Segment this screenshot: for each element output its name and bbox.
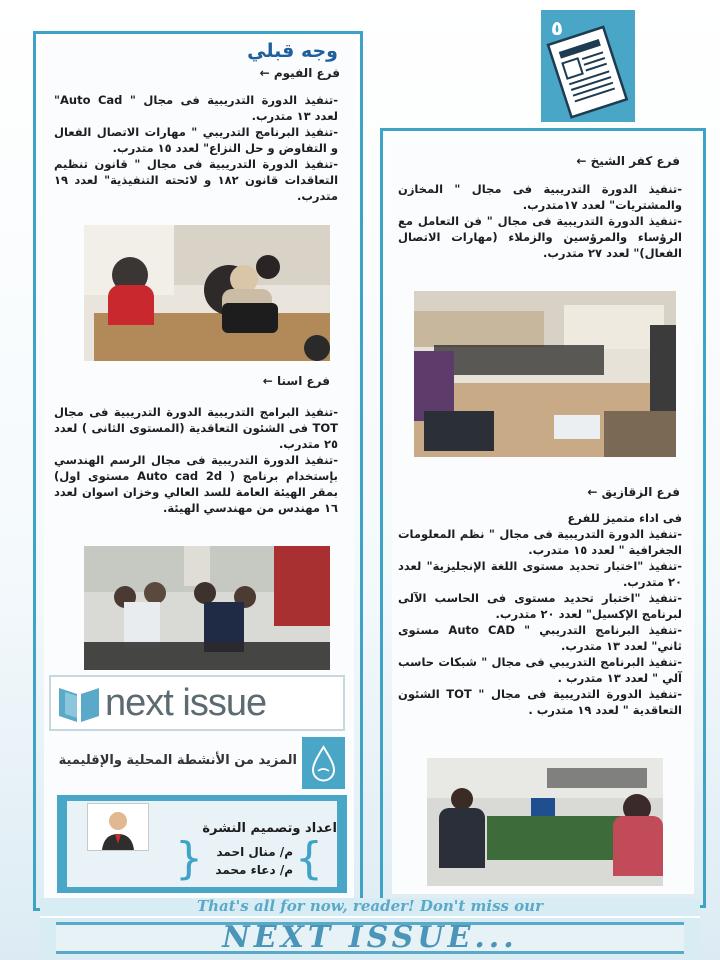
more-activities-icon-box xyxy=(302,737,345,789)
branch-title-kafr-elsheikh: فرع كفر الشيخ ← xyxy=(576,154,680,168)
more-activities-label: المزيد من الأنشطة المحلية والإقليمية xyxy=(58,753,297,768)
zagazig-text xyxy=(398,510,682,718)
list-item: -تنفيذ "اختبار تحديد مستوى فى الحاسب الآلى لبرنامج الإكسيل" لعدد ٢٠ متدرب. xyxy=(398,591,682,621)
list-item: -تنفيذ البرنامج التدريبي " Auto CAD مستوى ثاني" لعدد ١٣ متدرب. xyxy=(398,623,682,653)
credit-name: م/ منال احمد xyxy=(216,845,293,859)
drop-icon xyxy=(302,737,345,789)
brace-right-icon: { xyxy=(295,833,323,884)
arrow-left-icon: ← xyxy=(587,485,598,499)
branch-title-esna: فرع اسنا ← xyxy=(262,374,330,388)
footer-banner-top xyxy=(40,898,700,916)
list-item: -تنفيذ البرامج التدريبية الدورة التدريبية فى مجال TOT فى الشئون التعاقدية (المستوى الثانى ) لعدد ٢٥ متدرب. xyxy=(54,405,338,451)
footer-banner-bottom xyxy=(40,916,700,958)
next-issue-logo xyxy=(49,675,345,731)
list-item: -تنفيذ الدورة التدريبية فى مجال " نظم المعلومات الجغرافية " لعدد ١٥ متدرب. xyxy=(398,527,682,557)
arrow-left-icon: ← xyxy=(262,374,273,388)
list-item: -تنفيذ الدورة التدريبية فى مجال الرسم الهندسي بإستخدام برنامج ( Auto cad 2d مستوى اول) بمقر الهيئة العامة للسد العالي وخزان اسوان لعدد ١٦ مهندس من مهندسي الهيئة. xyxy=(54,453,338,515)
zagazig-intro: فى اداء متميز للفرع xyxy=(567,511,682,525)
arrow-left-icon: ← xyxy=(259,66,270,80)
photo-esna-training xyxy=(84,546,330,670)
next-issue-logo-text: next issue xyxy=(105,682,267,724)
page-number-badge xyxy=(541,10,635,122)
photo-fayoum-training xyxy=(84,225,330,361)
page-number: ٥ xyxy=(550,16,564,40)
left-column-title: وجه قبلي xyxy=(247,40,338,62)
photo-kafr-elsheikh-training xyxy=(414,291,676,457)
footer-next-issue: NEXT ISSUE... xyxy=(222,920,518,955)
credits-heading: اعداد وتصميم النشرة xyxy=(202,821,337,836)
kafr-elsheikh-text xyxy=(398,181,682,261)
arrow-left-icon: ← xyxy=(576,154,587,168)
list-item: -تنفيذ البرنامج التدريبي فى مجال " شبكات حاسب آلي " لعدد ١٣ متدرب . xyxy=(398,655,682,685)
credits-card xyxy=(57,795,347,893)
list-item: -تنفيذ الدورة التدريبية فى مجال " فن التعامل مع الرؤساء والمرؤسين والزملاء (مهارات الاتصال الفعال)" لعدد ٢٧ متدرب. xyxy=(398,214,682,260)
list-item: -تنفيذ "اختبار تحديد مستوى اللغة الإنجليزية" لعدد ٢٠ متدرب. xyxy=(398,559,682,589)
fayoum-text xyxy=(54,92,338,204)
photo-zagazig-training xyxy=(427,758,663,886)
brace-left-icon: } xyxy=(175,833,203,884)
book-icon xyxy=(57,684,101,724)
list-item: -تنفيذ الدورة التدريبية فى مجال " قانون تنظيم التعاقدات قانون ١٨٢ و لائحته التنفيذية" لعدد ١٩ متدرب. xyxy=(54,157,339,203)
esna-text xyxy=(54,404,338,516)
more-activities-bar xyxy=(49,737,345,789)
list-item: -تنفيذ الدورة التدريبية فى مجال " Auto Cad" لعدد ١٣ متدرب. xyxy=(54,93,338,123)
credit-name: م/ دعاء محمد xyxy=(215,863,293,877)
branch-title-fayoum: فرع الفيوم ← xyxy=(259,66,340,80)
list-item: -تنفيذ الدورة التدريبية فى مجال " TOT الشئون التعاقدية " لعدد ١٩ متدرب . xyxy=(398,687,682,717)
list-item: -تنفيذ البرنامج التدريبي " مهارات الاتصال الفعال و التفاوض و حل النزاع" لعدد ١٥ متدرب. xyxy=(54,125,338,155)
list-item: -تنفيذ الدورة التدريبية فى مجال " المخازن والمشتريات" لعدد ١٧متدرب. xyxy=(398,182,682,212)
footer-tagline: That's all for now, reader! Don't miss our xyxy=(196,897,543,915)
branch-title-zagazig: فرع الزقازيق ← xyxy=(587,485,680,499)
